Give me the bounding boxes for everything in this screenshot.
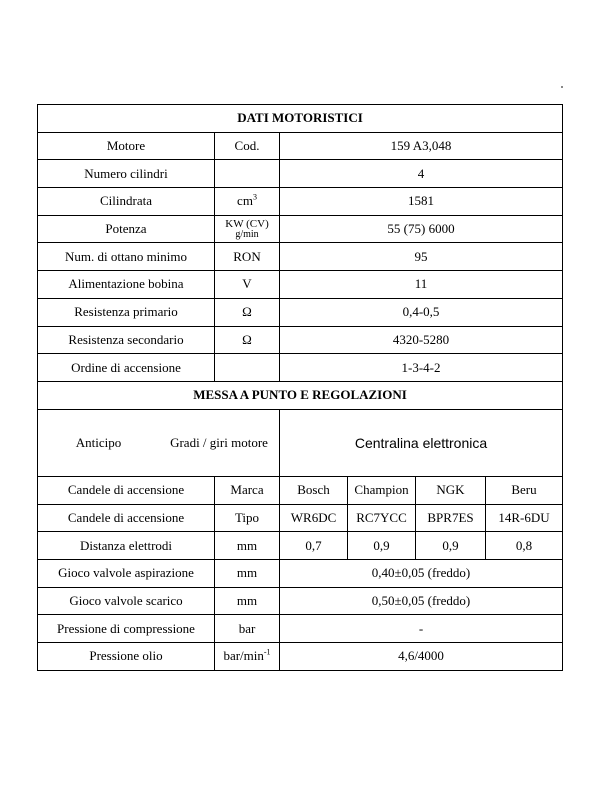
row-label: Ordine di accensione: [38, 354, 215, 382]
brand-cell: Champion: [348, 476, 416, 504]
brand-cell: Beru: [486, 476, 563, 504]
table-row: [38, 409, 563, 476]
row-unit: RON: [215, 243, 280, 271]
unit-text: KW (CV): [225, 218, 269, 231]
row-unit: [215, 354, 280, 382]
table-row: [38, 587, 563, 615]
table-row: [38, 326, 563, 354]
unit-text-secondary: g/min: [235, 229, 259, 241]
row-label: Anticipo: [75, 434, 122, 450]
row-label: Distanza elettrodi: [38, 532, 215, 560]
brand-cell: NGK: [416, 476, 486, 504]
table-row: [38, 298, 563, 326]
row-value: 0,40±0,05 (freddo): [280, 559, 563, 587]
table-row: [38, 532, 563, 560]
type-cell: 14R-6DU: [486, 504, 563, 532]
table-row: [38, 160, 563, 188]
row-label: Resistenza secondario: [38, 326, 215, 354]
anticipo-inner: [38, 410, 279, 476]
gap-cell: 0,9: [416, 532, 486, 560]
row-label: Num. di ottano minimo: [38, 243, 215, 271]
unit-text: bar/min: [223, 648, 264, 664]
table-row: [38, 559, 563, 587]
heading-row: [38, 105, 563, 133]
messa-heading: MESSA A PUNTO E REGOLAZIONI: [38, 381, 563, 409]
row-label: Gioco valvole scarico: [38, 587, 215, 615]
gap-cell: 0,7: [280, 532, 348, 560]
row-unit: bar: [215, 615, 280, 643]
row-value: 55 (75) 6000: [280, 215, 563, 243]
gap-cell: 0,8: [486, 532, 563, 560]
table-row: [38, 354, 563, 382]
row-value: 95: [280, 243, 563, 271]
row-value: 1581: [280, 188, 563, 216]
row-label: Pressione olio: [38, 643, 215, 671]
row-label: Candele di accensione: [38, 476, 215, 504]
dati-heading: DATI MOTORISTICI: [38, 105, 563, 133]
row-label: Motore: [38, 132, 215, 160]
brand-cell: Bosch: [280, 476, 348, 504]
type-cell: BPR7ES: [416, 504, 486, 532]
row-unit: Ω: [215, 298, 280, 326]
row-value: 0,4-0,5: [280, 298, 563, 326]
unit-superscript: 3: [252, 193, 257, 203]
row-label: Numero cilindri: [38, 160, 215, 188]
row-unit: Tipo: [215, 504, 280, 532]
row-label: Resistenza primario: [38, 298, 215, 326]
spec-table: [37, 104, 563, 671]
row-value: 4: [280, 160, 563, 188]
row-label: Cilindrata: [38, 188, 215, 216]
row-unit: [215, 643, 280, 671]
row-value: 0,50±0,05 (freddo): [280, 587, 563, 615]
unit-text: cm: [237, 193, 253, 209]
table-row: [38, 643, 563, 671]
table-row: [38, 188, 563, 216]
row-label: Pressione di compressione: [38, 615, 215, 643]
table-row: [38, 215, 563, 243]
row-label: Alimentazione bobina: [38, 271, 215, 299]
row-unit: V: [215, 271, 280, 299]
speck: [561, 86, 563, 88]
row-unit: mm: [215, 587, 280, 615]
row-unit: Marca: [215, 476, 280, 504]
gap-cell: 0,9: [348, 532, 416, 560]
row-unit: Cod.: [215, 132, 280, 160]
row-unit: mm: [215, 559, 280, 587]
spec-sheet: [37, 104, 562, 671]
table-row: [38, 271, 563, 299]
row-label: Candele di accensione: [38, 504, 215, 532]
row-label: Gioco valvole aspirazione: [38, 559, 215, 587]
unit-superscript: -1: [263, 648, 271, 658]
anticipo-split-cell: [38, 409, 280, 476]
row-unit: Gradi / giri motore: [170, 434, 268, 450]
row-unit: [215, 160, 280, 188]
row-unit: mm: [215, 532, 280, 560]
type-cell: WR6DC: [280, 504, 348, 532]
row-unit: [215, 188, 280, 216]
row-unit: [215, 215, 280, 243]
row-value: Centralina elettronica: [280, 409, 563, 476]
heading-row: [38, 381, 563, 409]
table-row: [38, 476, 563, 504]
type-cell: RC7YCC: [348, 504, 416, 532]
row-value: 159 A3,048: [280, 132, 563, 160]
row-value: 4320-5280: [280, 326, 563, 354]
row-label: Potenza: [38, 215, 215, 243]
row-value: 1-3-4-2: [280, 354, 563, 382]
row-value: 11: [280, 271, 563, 299]
row-unit: Ω: [215, 326, 280, 354]
row-value: -: [280, 615, 563, 643]
row-value: 4,6/4000: [280, 643, 563, 671]
table-row: [38, 615, 563, 643]
table-row: [38, 243, 563, 271]
table-row: [38, 504, 563, 532]
table-row: [38, 132, 563, 160]
